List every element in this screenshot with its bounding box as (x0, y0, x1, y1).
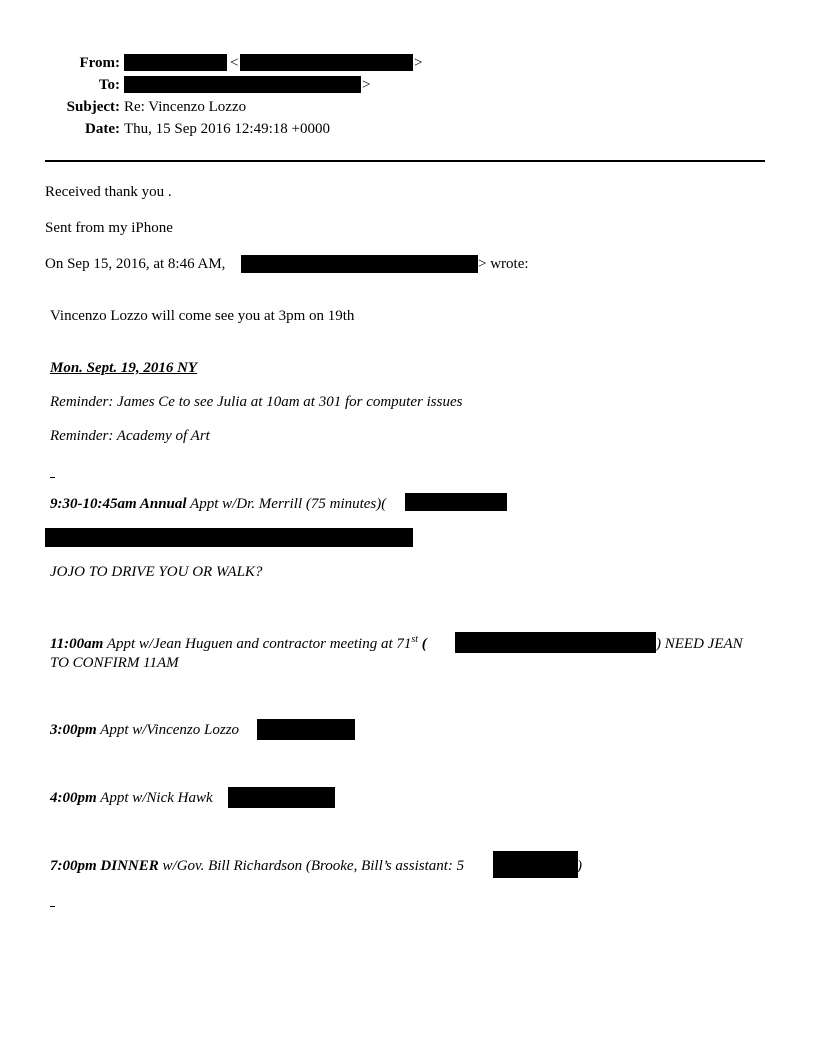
appt-5-partial: 5 (456, 858, 465, 874)
separator-dash (50, 477, 55, 478)
appt-2-close: ) NEED JEAN (656, 636, 743, 652)
appt-2-open: ( (418, 636, 427, 652)
to-gt: > (362, 77, 371, 93)
subject-label: Subject: (66, 99, 120, 115)
appt-3 (50, 722, 239, 739)
reminder-1: Reminder: James Ce to see Julia at 10am at 301 for computer issues (50, 394, 463, 410)
appt-2 (50, 636, 427, 653)
appt-1-time: 9:30-10:45am Annual (50, 496, 187, 512)
appt-1 (50, 496, 386, 513)
wrote-prefix: On Sep 15, 2016, at 8:46 AM, (45, 256, 226, 272)
redacted-phone-4 (228, 787, 335, 808)
appt-5-time: 7:00pm DINNER (50, 858, 159, 874)
appt-5-text: w/Gov. Bill Richardson (Brooke, Bill’s assistant: (158, 858, 457, 874)
appt-4-text: Appt w/Nick Hawk (96, 790, 213, 806)
jojo-note: JOJO TO DRIVE YOU OR WALK? (50, 564, 263, 580)
appt-5-close: ) (577, 858, 582, 874)
from-lt: < (230, 55, 239, 71)
appt-5 (50, 858, 464, 875)
separator-dash-2 (50, 906, 55, 907)
date-label: Date: (85, 121, 120, 137)
appt-2-text: Appt w/Jean Huguen and contractor meeting at 71 (103, 636, 412, 652)
appt-2-sup: st (411, 634, 419, 645)
date-value: Thu, 15 Sep 2016 12:49:18 +0000 (124, 121, 330, 137)
to-label: To: (98, 77, 120, 93)
redacted-from-name (124, 54, 227, 71)
appt-4-time: 4:00pm (50, 790, 97, 806)
appt-2-time: 11:00am (50, 636, 104, 652)
redacted-phone-5 (493, 851, 578, 878)
appt-3-time: 3:00pm (50, 722, 97, 738)
appt-2-line2: TO CONFIRM 11AM (50, 655, 179, 671)
redacted-address-line (45, 528, 413, 547)
signature-line: Sent from my iPhone (45, 220, 173, 236)
schedule-date-heading: Mon. Sept. 19, 2016 NY (50, 360, 198, 376)
redacted-from-email (240, 54, 413, 71)
redacted-phone-3 (257, 719, 355, 740)
redacted-phone-1 (405, 493, 507, 511)
redacted-to-email (124, 76, 361, 93)
subject-value: Re: Vincenzo Lozzo (124, 99, 247, 115)
redacted-sender (241, 255, 478, 273)
reply-line: Received thank you . (45, 184, 172, 200)
appt-3-text: Appt w/Vincenzo Lozzo (96, 722, 240, 738)
from-gt: > (414, 55, 423, 71)
reminder-2: Reminder: Academy of Art (50, 428, 210, 444)
redacted-address-2 (455, 632, 656, 653)
from-label: From: (79, 55, 120, 71)
wrote-suffix: > wrote: (478, 256, 529, 272)
appt-1-text: Appt w/Dr. Merrill (75 minutes)( (186, 496, 387, 512)
header-divider (45, 160, 765, 162)
appt-4 (50, 790, 213, 807)
quoted-intro: Vincenzo Lozzo will come see you at 3pm on 19th (50, 308, 355, 324)
